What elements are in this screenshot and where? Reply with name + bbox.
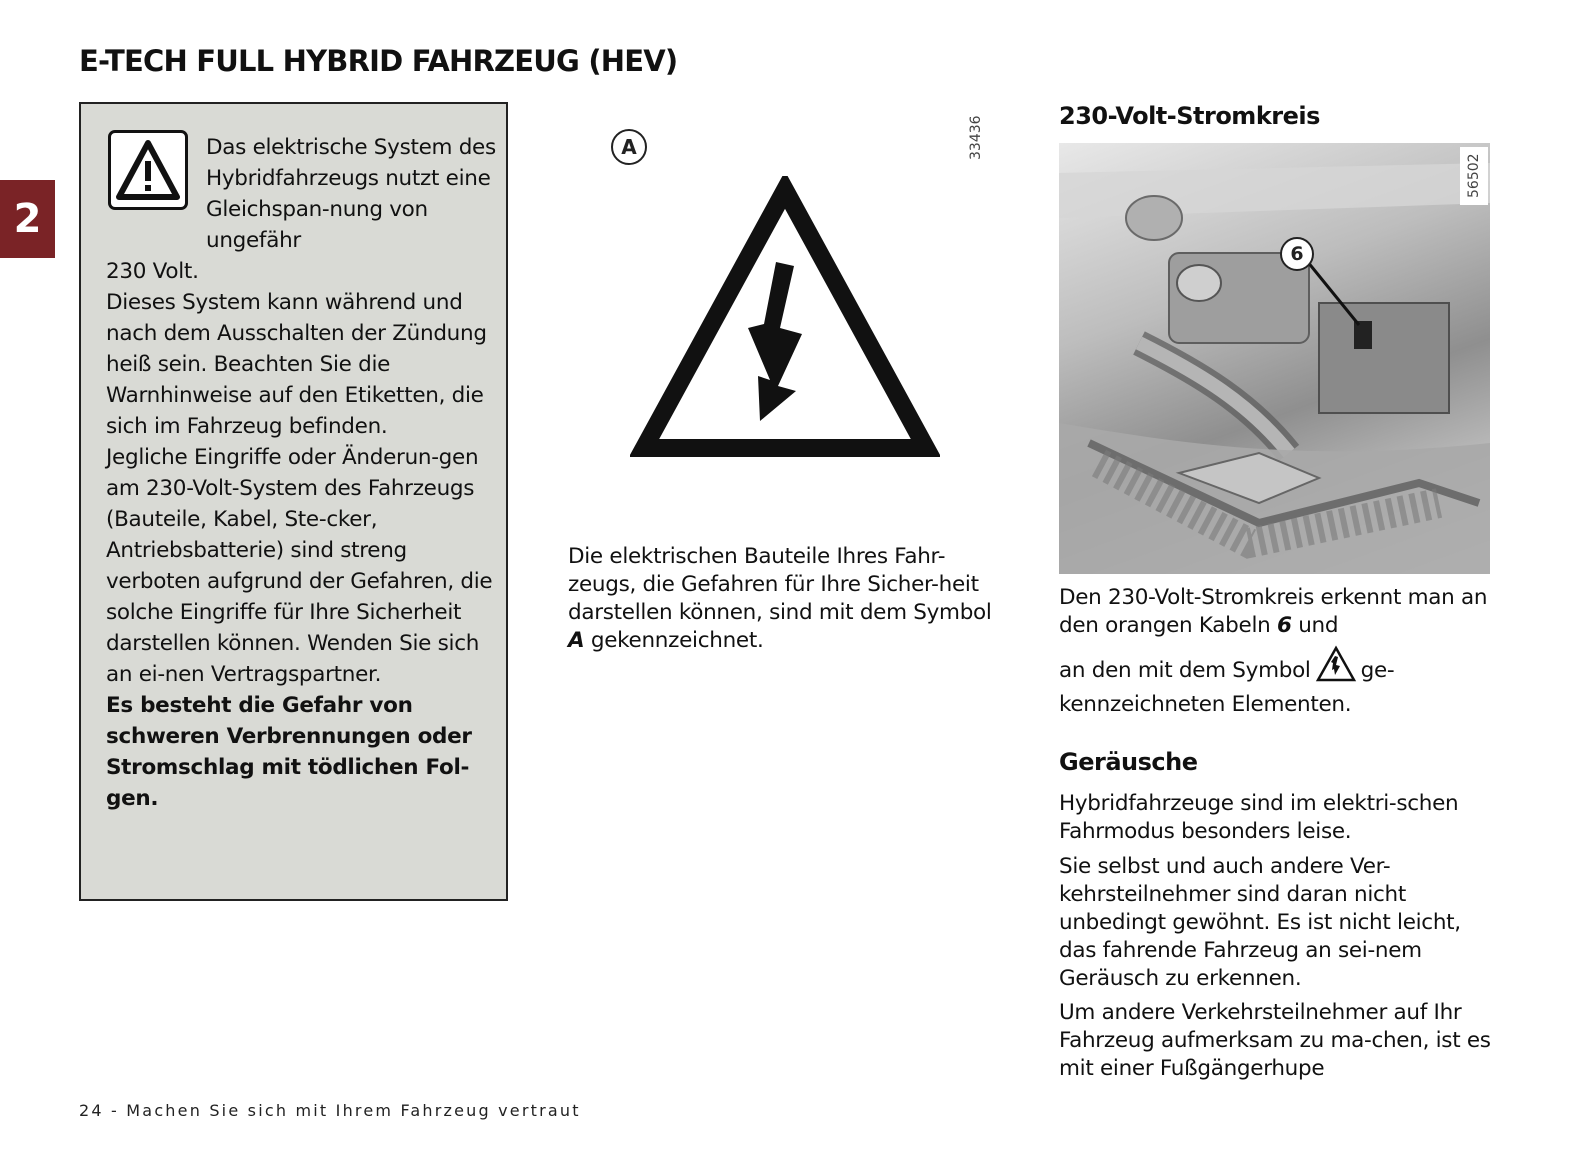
noise-paragraph-2: Sie selbst und auch andere Ver-kehrsteilnehmer sind daran nicht unbedingt gewöhnt. Es ist nicht leicht, das fahrende Fahrzeug an sei-nem Geräusch zu erkennen. (1059, 854, 1461, 991)
heading-230-volt-circuit: 230-Volt-Stromkreis (1059, 102, 1320, 130)
warning-main-text (106, 256, 496, 814)
high-voltage-warning-icon (630, 176, 940, 465)
warning-side-text: Das elektrische System des Hybridfahrzeugs nutzt eine Gleichspan-nung von ungefähr (206, 135, 496, 253)
figure-id-a: 33436 (968, 115, 984, 160)
page-title: E-TECH FULL HYBRID FAHRZEUG (HEV) (79, 44, 678, 78)
circuit-paragraph-1 (1059, 584, 1499, 640)
photo-callout-6: 6 (1280, 237, 1314, 271)
engine-photo (1059, 143, 1490, 574)
high-voltage-warning-icon (1315, 645, 1357, 691)
heading-noise: Geräusche (1059, 748, 1198, 776)
warning-triangle-icon (108, 130, 188, 210)
warning-danger-text: Es besteht die Gefahr von schweren Verbrennungen oder Stromschlag mit tödlichen Fol-gen. (106, 693, 472, 811)
figure-id-photo: 56502 (1460, 147, 1488, 205)
cable-ref-6: 6 (1276, 613, 1292, 638)
chapter-tab: 2 (0, 180, 55, 258)
middle-text-end: gekennzeichnet. (590, 628, 764, 653)
circuit-paragraph-2 (1059, 645, 1499, 719)
warning-box (79, 102, 508, 901)
circuit-text-2-end: ge-kennzeichneten Elementen. (1059, 658, 1395, 717)
page-footer: 24 - Machen Sie sich mit Ihrem Fahrzeug vertraut (79, 1101, 581, 1120)
circuit-text-1: Den 230-Volt-Stromkreis erkennt man an den orangen Kabeln (1059, 585, 1488, 638)
warning-body-text: 230 Volt. Dieses System kann während und nach dem Ausschalten der Zündung heiß sein. Beachten Sie die Warnhinweise auf den Etiketten, die sich im Fahrzeug befinden. Jegliche Eingriffe oder Änderun-gen am 230-Volt-System des Fahrzeugs (Bauteile, Kabel, Ste-cker, Antriebsbatterie) sind streng verboten aufgrund der Gefahren, die solche Eingriffe für Ihre Sicherheit darstellen können. Wenden Sie sich an ei-nen Vertragspartner. (106, 259, 493, 687)
figure-label-a: A (611, 129, 647, 165)
circuit-text-1-end: und (1298, 613, 1339, 638)
noise-paragraph-3: Um andere Verkehrsteilnehmer auf Ihr Fahrzeug aufmerksam zu ma-chen, ist es mit einer Fußgängerhupe (1059, 1000, 1491, 1081)
noise-paragraph-1: Hybridfahrzeuge sind im elektri-schen Fahrmodus besonders leise. (1059, 791, 1459, 844)
symbol-ref-a: A (568, 628, 585, 653)
middle-paragraph (568, 543, 998, 655)
middle-text: Die elektrischen Bauteile Ihres Fahr-zeugs, die Gefahren für Ihre Sicher-heit darstellen können, sind mit dem Symbol (568, 544, 992, 625)
circuit-text-2: an den mit dem Symbol (1059, 658, 1311, 683)
